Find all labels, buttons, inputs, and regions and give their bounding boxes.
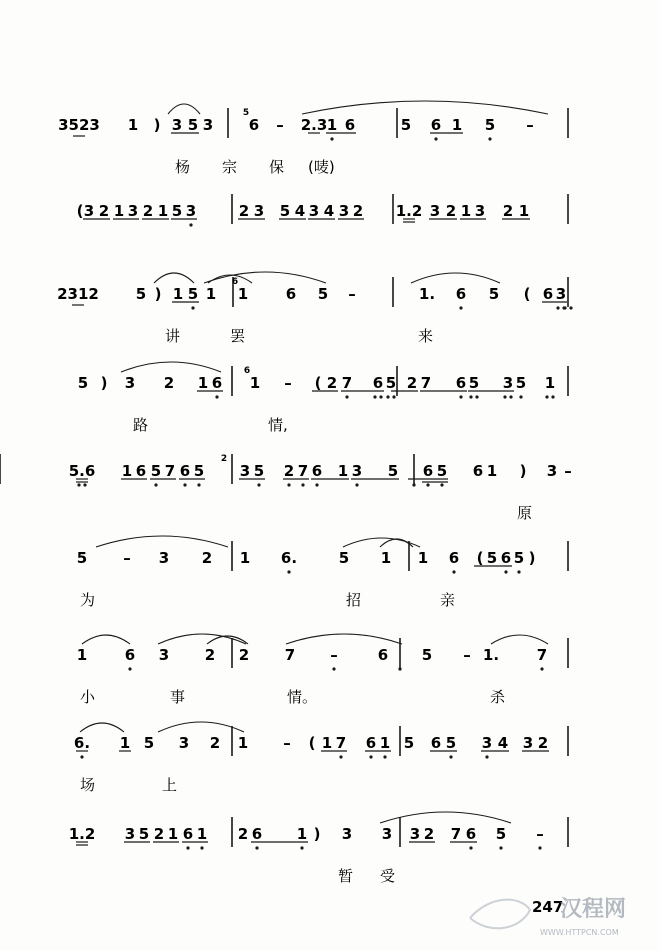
- octave-dot: [287, 483, 290, 486]
- note: 3: [381, 825, 393, 843]
- page-number: 247: [532, 898, 564, 916]
- note: 6: [430, 734, 442, 752]
- note: 5: [515, 374, 527, 392]
- note: 1: [127, 116, 139, 134]
- note: 3: [171, 116, 183, 134]
- lyric: (唛): [308, 158, 335, 176]
- note: 5: [150, 462, 162, 480]
- octave-dot: [475, 395, 478, 398]
- note: 5: [385, 374, 397, 392]
- note: 1: [321, 734, 333, 752]
- note: 1: [196, 825, 208, 843]
- note: 3: [474, 202, 486, 220]
- note: 1: [205, 285, 217, 303]
- octave-dot: [426, 483, 429, 486]
- lyric: 杀: [490, 688, 506, 706]
- note: 3: [481, 734, 493, 752]
- slur: [154, 273, 194, 283]
- note: –: [348, 285, 356, 303]
- note: 2: [201, 549, 213, 567]
- note: 1: [486, 462, 498, 480]
- note: 3: [253, 202, 265, 220]
- octave-dot: [563, 306, 566, 309]
- note: 2: [445, 202, 457, 220]
- note: 2: [142, 202, 154, 220]
- octave-dot: [255, 846, 258, 849]
- note: 2312: [57, 285, 99, 303]
- slur: [168, 104, 200, 114]
- slur: [491, 635, 548, 644]
- note: 7: [341, 374, 353, 392]
- note: 1.: [482, 646, 500, 664]
- note: 3: [158, 549, 170, 567]
- note: 5: [513, 549, 525, 567]
- note: 6: [377, 646, 389, 664]
- note: 2: [238, 202, 250, 220]
- note: 6: [135, 462, 147, 480]
- note: 7: [284, 646, 296, 664]
- octave-dot: [189, 223, 192, 226]
- note: 3: [338, 202, 350, 220]
- slur: [158, 722, 244, 732]
- note: 1: [544, 374, 556, 392]
- octave-dot: [315, 483, 318, 486]
- note: 1.2: [395, 202, 423, 220]
- lyric: 原: [517, 504, 533, 522]
- note: 6: [372, 374, 384, 392]
- slur: [82, 635, 130, 644]
- grace-note: 2: [220, 454, 228, 464]
- note: –: [283, 734, 291, 752]
- note: 7: [164, 462, 176, 480]
- note: ): [154, 285, 162, 303]
- octave-dot: [469, 846, 472, 849]
- octave-dot: [355, 483, 358, 486]
- lyric: 来: [418, 327, 434, 345]
- octave-dot: [459, 395, 462, 398]
- note: ): [519, 462, 527, 480]
- note: 5: [403, 734, 415, 752]
- note: 3: [555, 285, 567, 303]
- note: 1.2: [68, 825, 96, 843]
- note: 7: [335, 734, 347, 752]
- octave-dot: [257, 483, 260, 486]
- note: 3: [202, 116, 214, 134]
- octave-dot: [197, 483, 200, 486]
- octave-dot: [517, 570, 520, 573]
- note: 6: [251, 825, 263, 843]
- note: 5: [421, 646, 433, 664]
- octave-dot: [538, 846, 541, 849]
- octave-dot: [449, 755, 452, 758]
- note: 3: [239, 462, 251, 480]
- note: 1: [237, 285, 249, 303]
- note: 1: [379, 734, 391, 752]
- note: 1: [249, 374, 261, 392]
- note: 1: [296, 825, 308, 843]
- note: 3: [308, 202, 320, 220]
- lyric: 保: [269, 158, 285, 176]
- note: –: [564, 462, 572, 480]
- note: 6: [422, 462, 434, 480]
- note: 2: [352, 202, 364, 220]
- note: ): [100, 374, 108, 392]
- note: –: [526, 116, 534, 134]
- note: –: [463, 646, 471, 664]
- octave-dot: [77, 483, 80, 486]
- note: 1: [451, 116, 463, 134]
- note: (: [308, 734, 316, 752]
- octave-dot: [215, 395, 218, 398]
- octave-dot: [412, 483, 415, 486]
- note: 5: [317, 285, 329, 303]
- note: 6: [311, 462, 323, 480]
- note: 5: [484, 116, 496, 134]
- octave-dot: [504, 570, 507, 573]
- lyric: 亲: [440, 591, 456, 609]
- octave-dot: [459, 306, 462, 309]
- note: 6: [182, 825, 194, 843]
- note: 7: [536, 646, 548, 664]
- note: 1: [113, 202, 125, 220]
- note: 5: [488, 285, 500, 303]
- note: 5: [387, 462, 399, 480]
- note: 1: [197, 374, 209, 392]
- slur: [411, 273, 500, 283]
- lyric: 场: [80, 776, 96, 794]
- slur: [204, 272, 326, 283]
- octave-dot: [545, 395, 548, 398]
- note: 6: [179, 462, 191, 480]
- octave-dot: [379, 395, 382, 398]
- note: 5.6: [68, 462, 96, 480]
- grace-note: 5: [242, 108, 250, 118]
- octave-dot: [398, 667, 401, 670]
- note: 2.3: [300, 116, 328, 134]
- note: (: [523, 285, 531, 303]
- note: 1: [239, 549, 251, 567]
- note: 4: [497, 734, 509, 752]
- note: ): [153, 116, 161, 134]
- note: 6: [448, 549, 460, 567]
- note: 5: [187, 285, 199, 303]
- octave-dot: [200, 846, 203, 849]
- note: 2: [163, 374, 175, 392]
- octave-dot: [509, 395, 512, 398]
- note: 1: [121, 462, 133, 480]
- note: 7: [297, 462, 309, 480]
- note: 3: [158, 646, 170, 664]
- octave-dot: [488, 137, 491, 140]
- note: 2: [502, 202, 514, 220]
- grace-note: 6: [243, 366, 251, 376]
- octave-dot: [392, 395, 395, 398]
- note: 5: [138, 825, 150, 843]
- octave-dot: [499, 846, 502, 849]
- lyric: 路: [133, 416, 149, 434]
- octave-dot: [191, 306, 194, 309]
- octave-dot: [183, 483, 186, 486]
- note: 1: [76, 646, 88, 664]
- note: 2: [237, 825, 249, 843]
- octave-dot: [519, 395, 522, 398]
- note: 5: [495, 825, 507, 843]
- note: 2: [238, 646, 250, 664]
- note: 5: [279, 202, 291, 220]
- slur: [96, 536, 228, 547]
- note: 2: [98, 202, 110, 220]
- grace-note: 6: [231, 277, 239, 287]
- note: ): [528, 549, 536, 567]
- lyric: 招: [346, 591, 362, 609]
- note: 1.: [418, 285, 436, 303]
- note: –: [123, 549, 131, 567]
- octave-dot: [287, 570, 290, 573]
- note: 6: [500, 549, 512, 567]
- note: 5: [436, 462, 448, 480]
- note: (: [314, 374, 322, 392]
- note: 6: [455, 374, 467, 392]
- note: 4: [294, 202, 306, 220]
- note: 3: [351, 462, 363, 480]
- lyric: 事: [170, 688, 186, 706]
- slur: [121, 362, 221, 372]
- note: 5: [445, 734, 457, 752]
- note: 6: [455, 285, 467, 303]
- note: 6: [344, 116, 356, 134]
- note: 2: [423, 825, 435, 843]
- note: 6.: [280, 549, 298, 567]
- note: 5: [253, 462, 265, 480]
- note: 1: [380, 549, 392, 567]
- note: 5: [143, 734, 155, 752]
- note: 3: [124, 374, 136, 392]
- octave-dot: [83, 483, 86, 486]
- note: 5: [338, 549, 350, 567]
- note: 5: [171, 202, 183, 220]
- octave-dot: [569, 306, 572, 309]
- note: 3: [127, 202, 139, 220]
- note: 2: [406, 374, 418, 392]
- note: 1: [460, 202, 472, 220]
- octave-dot: [330, 137, 333, 140]
- note: –: [536, 825, 544, 843]
- note: 1: [119, 734, 131, 752]
- lyric: 情。: [287, 688, 318, 706]
- note: 3: [522, 734, 534, 752]
- note: 2: [537, 734, 549, 752]
- note: 1: [417, 549, 429, 567]
- octave-dot: [332, 667, 335, 670]
- note: –: [284, 374, 292, 392]
- note: 3: [546, 462, 558, 480]
- octave-dot: [556, 306, 559, 309]
- note: 5: [77, 374, 89, 392]
- note: 3: [185, 202, 197, 220]
- note: 5: [400, 116, 412, 134]
- note: 5: [193, 462, 205, 480]
- note: 6: [465, 825, 477, 843]
- note: 4: [323, 202, 335, 220]
- lyric: 上: [162, 776, 178, 794]
- slur: [302, 101, 548, 114]
- slur: [208, 275, 252, 283]
- note: 6: [211, 374, 223, 392]
- note: –: [276, 116, 284, 134]
- octave-dot: [128, 667, 131, 670]
- note: 5: [135, 285, 147, 303]
- note: 2: [204, 646, 216, 664]
- note: 6: [248, 116, 260, 134]
- octave-dot: [383, 755, 386, 758]
- octave-dot: [469, 395, 472, 398]
- note: 6: [472, 462, 484, 480]
- lyric: 为: [80, 591, 96, 609]
- octave-dot: [485, 755, 488, 758]
- note: 2: [153, 825, 165, 843]
- note: 1: [172, 285, 184, 303]
- note: 6: [430, 116, 442, 134]
- slur: [80, 723, 124, 732]
- lyric: 小: [80, 688, 96, 706]
- slur: [286, 634, 402, 644]
- octave-dot: [440, 483, 443, 486]
- lyric: 杨: [175, 158, 191, 176]
- octave-dot: [154, 483, 157, 486]
- note: 7: [450, 825, 462, 843]
- lyric: 罢: [230, 327, 246, 345]
- octave-dot: [339, 755, 342, 758]
- note: 6: [124, 646, 136, 664]
- note: 3: [502, 374, 514, 392]
- note: 1: [337, 462, 349, 480]
- note: 3: [409, 825, 421, 843]
- note: 7: [420, 374, 432, 392]
- note: 5: [486, 549, 498, 567]
- note: (: [76, 202, 84, 220]
- note: 6: [542, 285, 554, 303]
- note: 3: [429, 202, 441, 220]
- note: ): [313, 825, 321, 843]
- note: 2: [209, 734, 221, 752]
- octave-dot: [386, 395, 389, 398]
- watermark-logo: 汉程网: [560, 897, 627, 922]
- octave-dot: [503, 395, 506, 398]
- watermark-url: WWW.HTTPCN.COM: [540, 928, 619, 937]
- octave-dot: [434, 137, 437, 140]
- note: (: [476, 549, 484, 567]
- note: 5: [76, 549, 88, 567]
- lyric: 宗: [222, 158, 238, 176]
- lyric: 暂: [338, 867, 354, 885]
- note: –: [330, 646, 338, 664]
- note: 5: [187, 116, 199, 134]
- note: 3: [83, 202, 95, 220]
- watermark-swirl-icon: [470, 900, 530, 929]
- octave-dot: [345, 395, 348, 398]
- octave-dot: [373, 395, 376, 398]
- note: 1: [326, 116, 338, 134]
- note: 6.: [73, 734, 91, 752]
- octave-dot: [186, 846, 189, 849]
- octave-dot: [540, 667, 543, 670]
- note: 3: [124, 825, 136, 843]
- octave-dot: [369, 755, 372, 758]
- note: 2: [326, 374, 338, 392]
- note: 2: [283, 462, 295, 480]
- octave-dot: [80, 755, 83, 758]
- note: 1: [157, 202, 169, 220]
- note: 3: [341, 825, 353, 843]
- lyric: 讲: [165, 327, 181, 345]
- note: 5: [468, 374, 480, 392]
- note: 1: [167, 825, 179, 843]
- octave-dot: [551, 395, 554, 398]
- octave-dot: [452, 570, 455, 573]
- note: 1: [518, 202, 530, 220]
- note: 3: [178, 734, 190, 752]
- note: 3523: [58, 116, 100, 134]
- lyric: 情,: [268, 416, 288, 434]
- note: 6: [285, 285, 297, 303]
- note: 1: [237, 734, 249, 752]
- note: 6: [365, 734, 377, 752]
- octave-dot: [301, 483, 304, 486]
- slur: [380, 539, 413, 547]
- lyric: 受: [380, 867, 396, 885]
- octave-dot: [300, 846, 303, 849]
